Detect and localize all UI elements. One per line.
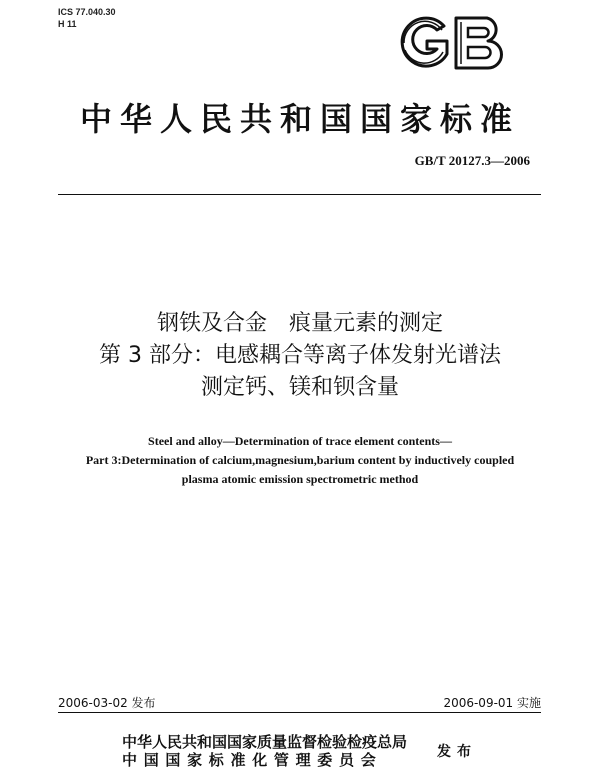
national-standard-heading: 中华人民共和国国家标准	[79, 100, 520, 138]
issuer-sac: 中国国家标准化管理委员会	[122, 751, 383, 769]
gb-logo-g-letter	[402, 18, 447, 66]
chinese-title	[0, 308, 600, 404]
ccs-code: H 11	[58, 19, 77, 29]
gb-logo-b-letter	[456, 18, 501, 68]
chinese-title-line-1: 钢铁及合金 痕量元素的测定	[156, 311, 443, 336]
chinese-title-line-2: 第 3 部分：电感耦合等离子体发射光谱法	[99, 343, 501, 368]
english-title-line-3: plasma atomic emission spectrometric method	[181, 472, 419, 486]
gb-logo-icon	[392, 10, 512, 76]
english-title-line-2: Part 3:Determination of calcium,magnesium,barium content by inductively coupled	[85, 453, 515, 467]
issuer-aqsiq: 中华人民共和国国家质量监督检验检疫总局	[122, 733, 408, 751]
english-title-line-1: Steel and alloy—Determination of trace element contents—	[148, 434, 452, 448]
classification-codes	[58, 6, 116, 30]
header-divider	[58, 194, 541, 195]
chinese-title-line-3: 测定钙、镁和钡含量	[200, 375, 399, 400]
ics-code: ICS 77.040.30	[58, 7, 116, 17]
publish-label: 发布	[437, 744, 477, 760]
implementation-date: 2006-09-01 实施	[443, 696, 541, 710]
issuing-authorities	[122, 733, 407, 769]
footer-divider	[58, 712, 541, 713]
standard-number: GB/T 20127.3—2006	[414, 153, 530, 168]
english-title	[0, 432, 600, 489]
issue-date: 2006-03-02 发布	[58, 696, 156, 710]
